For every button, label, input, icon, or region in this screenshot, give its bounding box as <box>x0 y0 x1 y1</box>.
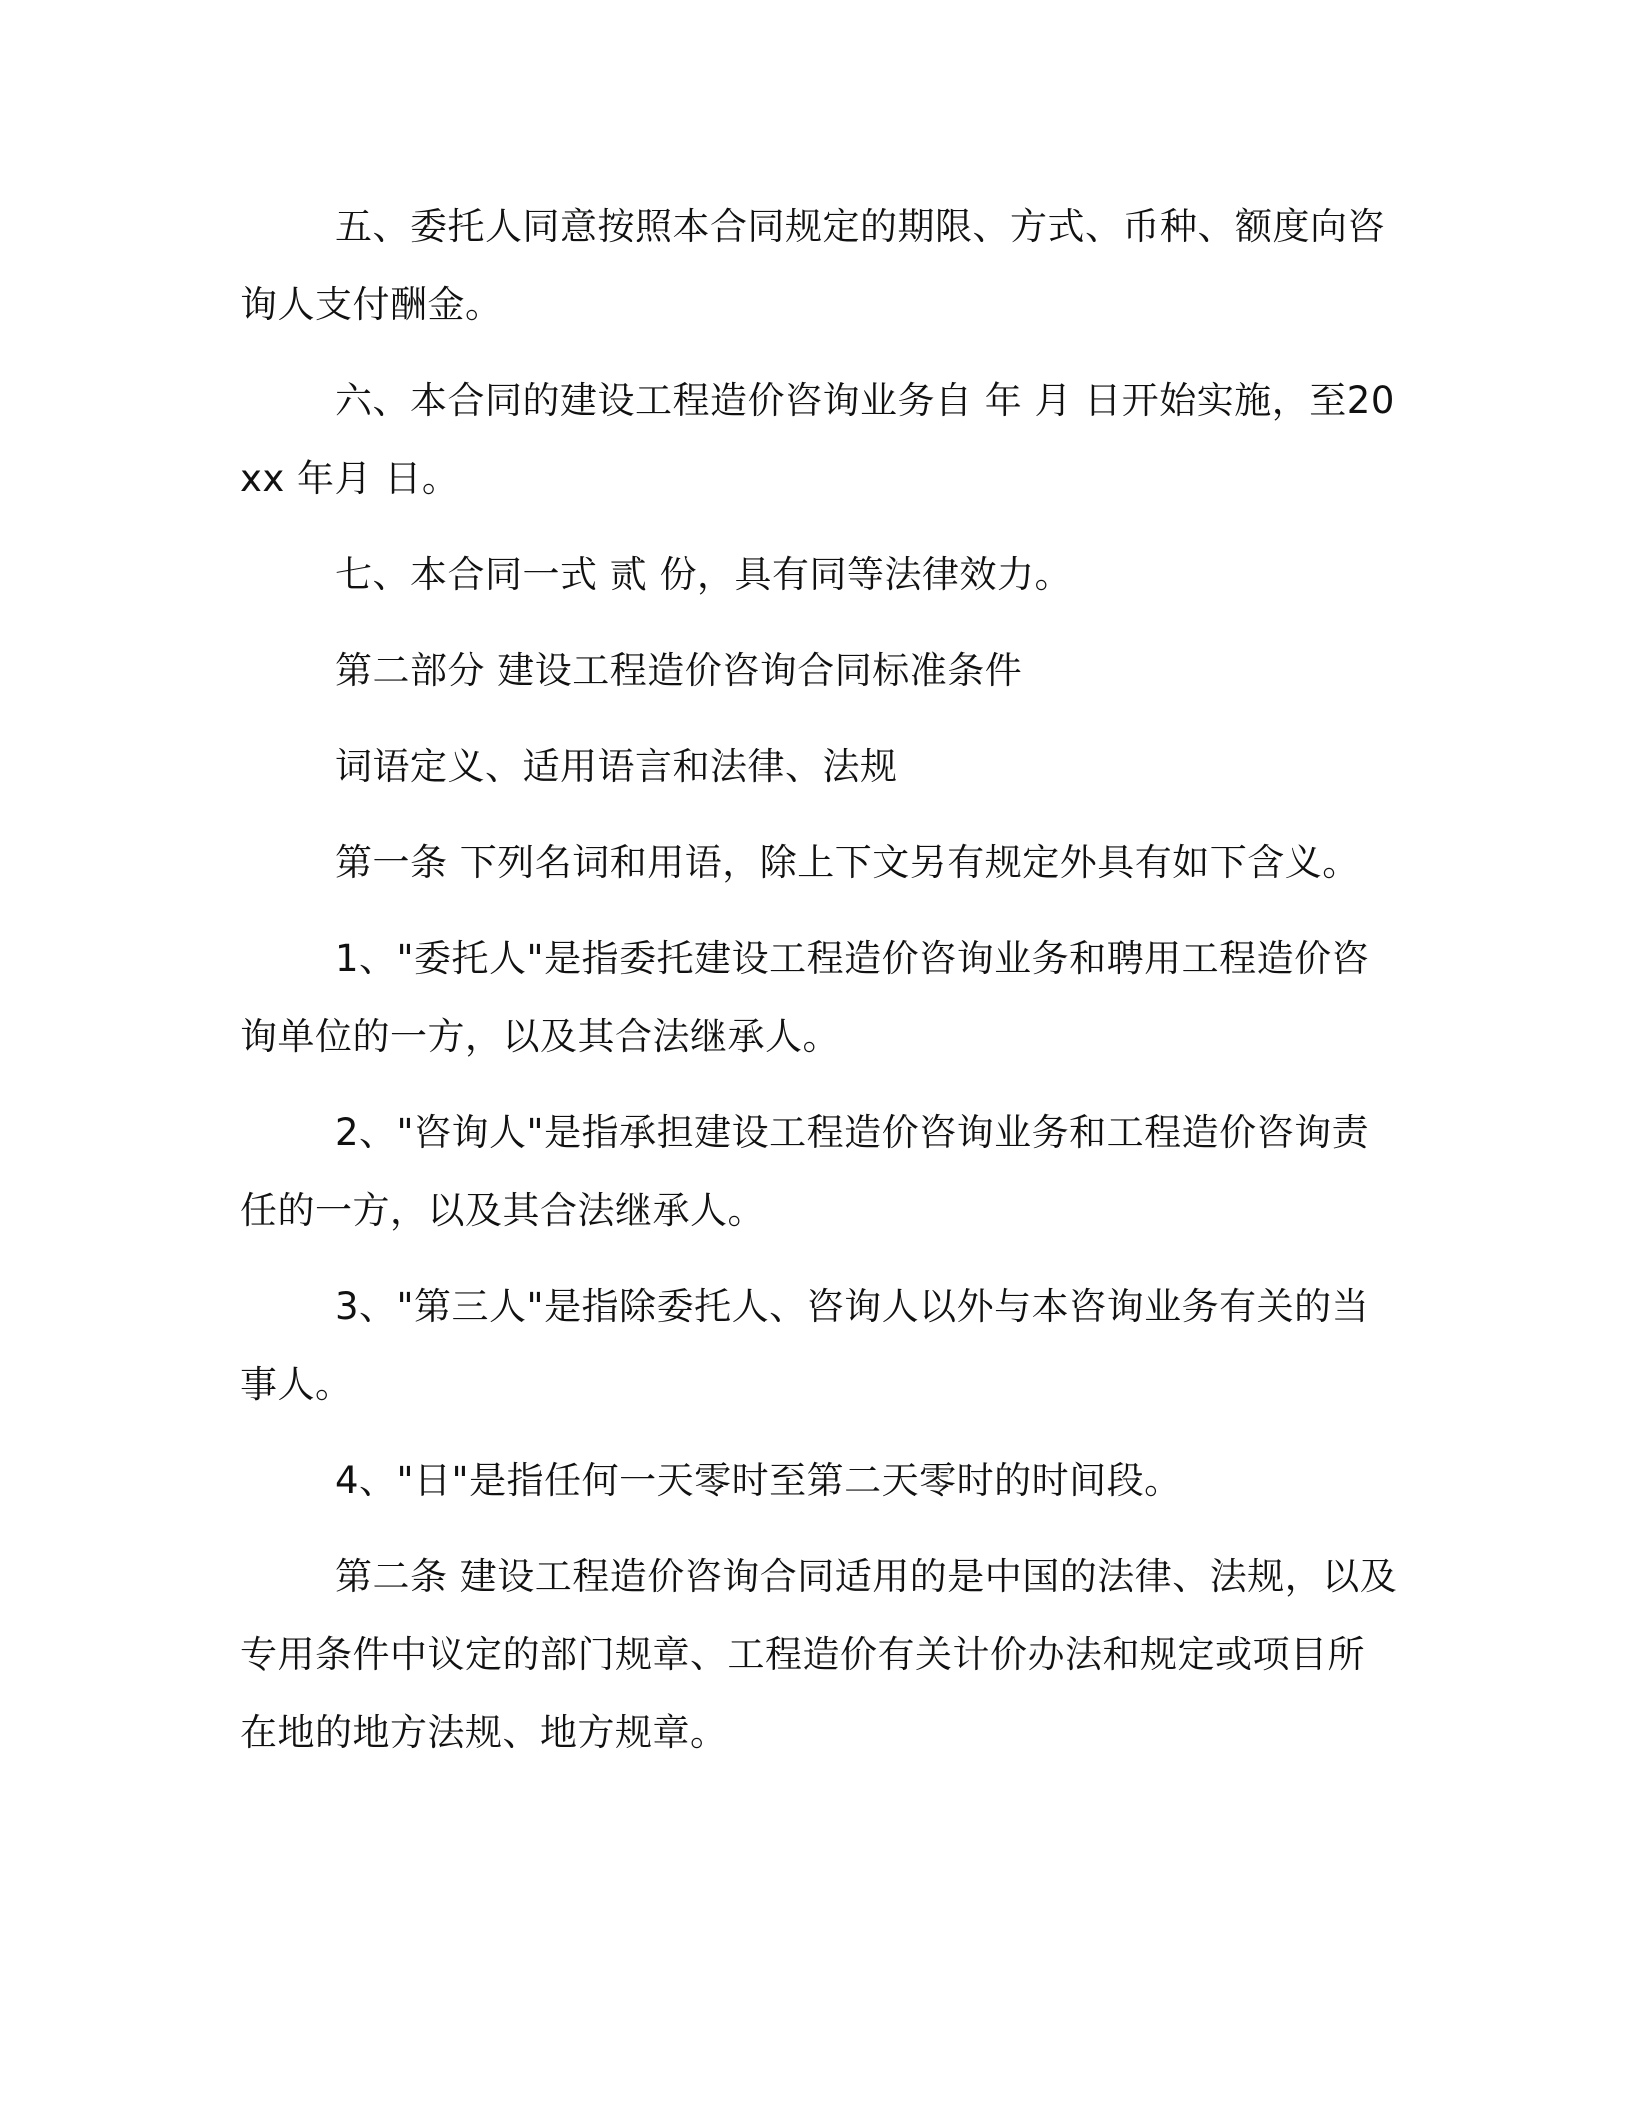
section-subheading-definitions: 词语定义、适用语言和法律、法规 <box>335 745 898 788</box>
document-body <box>240 188 1400 1790</box>
article-one: 第一条 下列名词和用语，除上下文另有规定外具有如下含义。 <box>335 841 1360 884</box>
definition-client: 1、"委托人"是指委托建设工程造价咨询业务和聘用工程造价咨询单位的一方，以及其合法继承人。 <box>240 937 1370 1058</box>
definition-third-party: 3、"第三人"是指除委托人、咨询人以外与本咨询业务有关的当事人。 <box>240 1285 1370 1406</box>
paragraph-payment: 五、委托人同意按照本合同规定的期限、方式、币种、额度向咨询人支付酬金。 <box>240 205 1385 326</box>
paragraph-term: 六、本合同的建设工程造价咨询业务自 年 月 日开始实施，至20xx 年月 日。 <box>240 379 1395 500</box>
definition-day: 4、"日"是指任何一天零时至第二天零时的时间段。 <box>335 1459 1182 1502</box>
definition-consultant: 2、"咨询人"是指承担建设工程造价咨询业务和工程造价咨询责任的一方，以及其合法继承人。 <box>240 1111 1370 1232</box>
section-heading-part-two: 第二部分 建设工程造价咨询合同标准条件 <box>335 649 1023 692</box>
paragraph-copies: 七、本合同一式 贰 份，具有同等法律效力。 <box>335 553 1073 596</box>
article-two: 第二条 建设工程造价咨询合同适用的是中国的法律、法规，以及专用条件中议定的部门规章、工程造价有关计价办法和规定或项目所在地的地方法规、地方规章。 <box>240 1555 1398 1754</box>
